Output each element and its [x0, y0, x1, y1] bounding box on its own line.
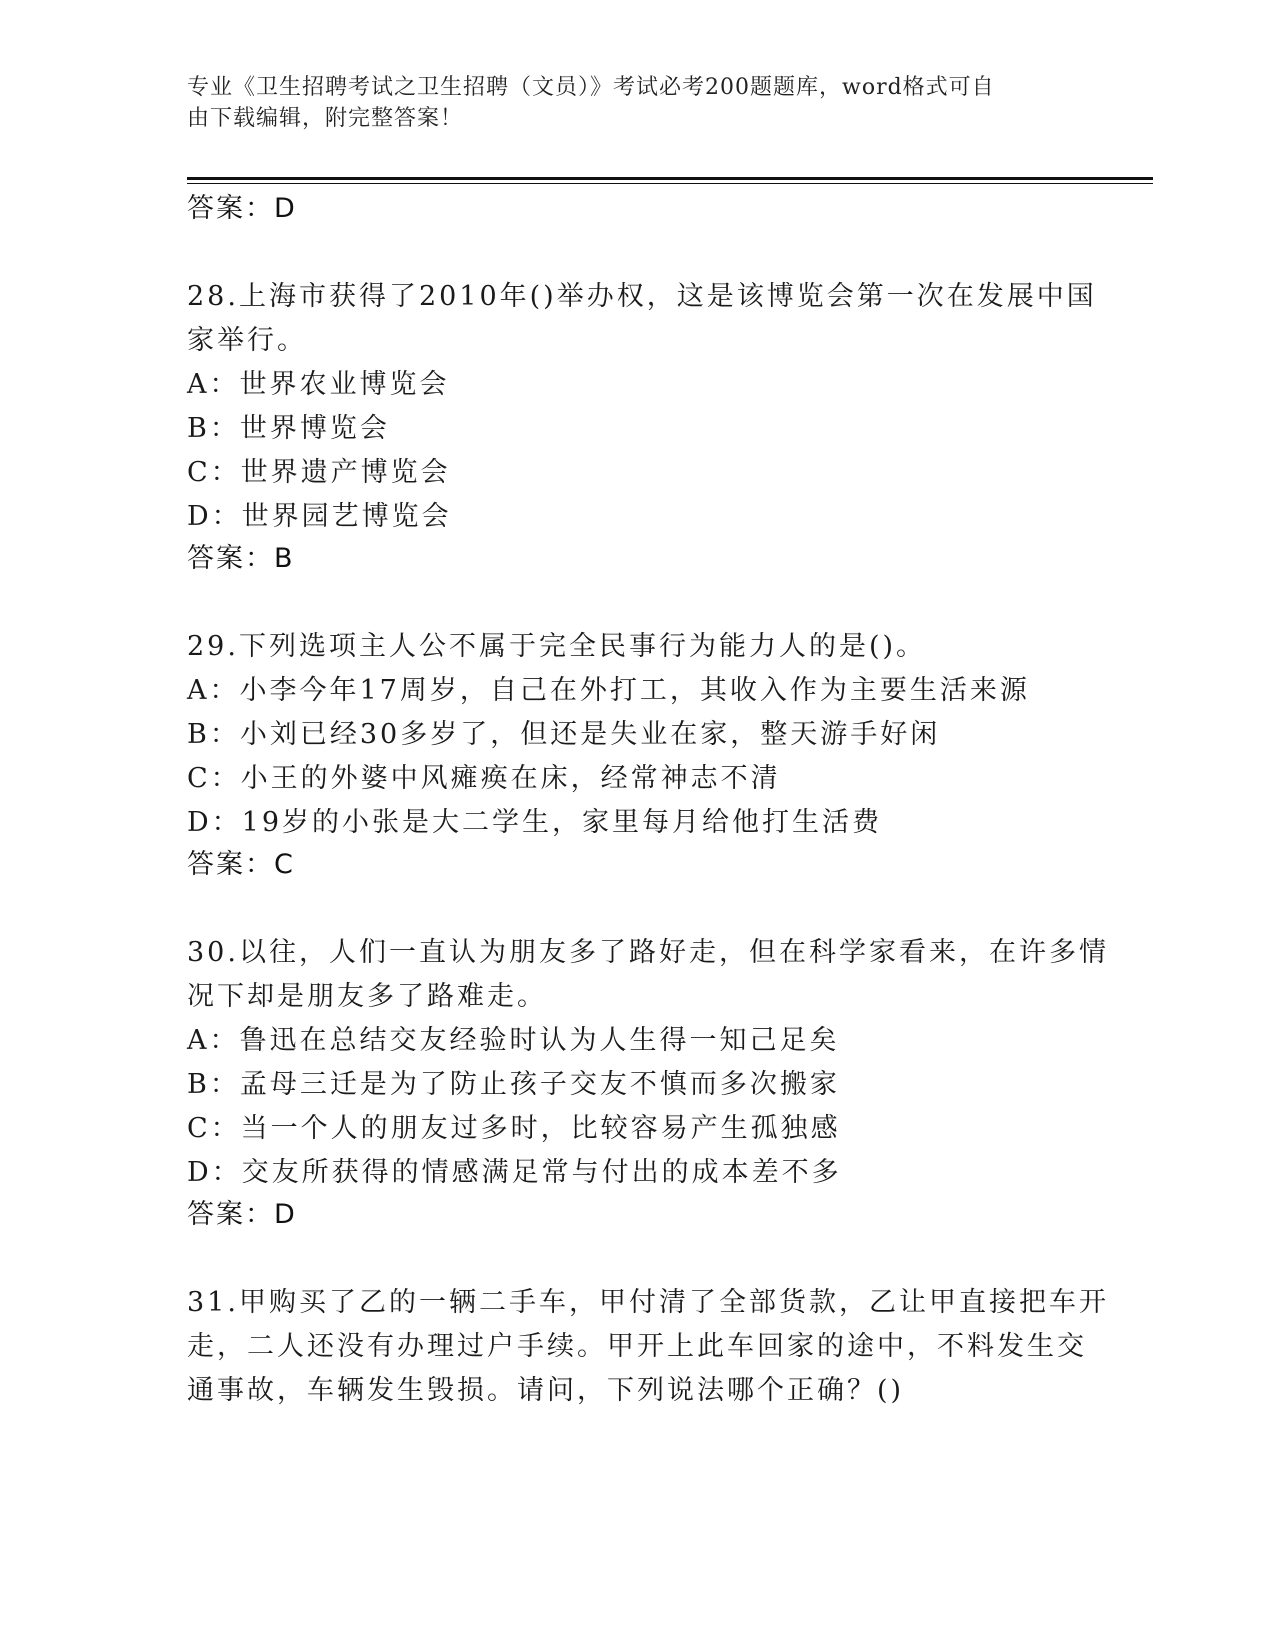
option-d: D：交友所获得的情感满足常与付出的成本差不多 [187, 1157, 842, 1188]
option-c: C：世界遗产博览会 [187, 457, 451, 488]
option-a: A：小李今年17周岁，自己在外打工，其收入作为主要生活来源 [187, 675, 1030, 706]
question-stem-line: 况下却是朋友多了路难走。 [187, 981, 547, 1012]
option-c: C：小王的外婆中风瘫痪在床，经常神志不清 [187, 763, 781, 794]
answer-line: 答案：C [187, 849, 295, 880]
question-stem-line: 通事故，车辆发生毁损。请问，下列说法哪个正确？() [187, 1375, 905, 1406]
question-stem-line: 29.下列选项主人公不属于完全民事行为能力人的是()。 [187, 631, 927, 662]
answer-line: 答案：B [187, 543, 295, 574]
option-c: C：当一个人的朋友过多时，比较容易产生孤独感 [187, 1113, 841, 1144]
option-b: B：小刘已经30多岁了，但还是失业在家，整天游手好闲 [187, 719, 941, 750]
header-divider-thick [187, 177, 1153, 180]
answer-line: 答案：D [187, 1199, 297, 1230]
header-line-2: 由下载编辑，附完整答案！ [187, 106, 464, 131]
option-d: D：19岁的小张是大二学生，家里每月给他打生活费 [187, 807, 883, 838]
option-b: B：孟母三迁是为了防止孩子交友不慎而多次搬家 [187, 1069, 840, 1100]
question-stem-line: 31.甲购买了乙的一辆二手车，甲付清了全部货款，乙让甲直接把车开 [187, 1287, 1109, 1318]
header-line-1: 专业《卫生招聘考试之卫生招聘（文员）》考试必考200题题库，word格式可自 [187, 75, 995, 100]
option-a: A：鲁迅在总结交友经验时认为人生得一知己足矣 [187, 1025, 840, 1056]
question-stem-line: 走，二人还没有办理过户手续。甲开上此车回家的途中，不料发生交 [187, 1331, 1087, 1362]
header-divider-thin [187, 183, 1153, 184]
question-stem-line: 28.上海市获得了2010年()举办权，这是该博览会第一次在发展中国 [187, 281, 1097, 312]
option-b: B：世界博览会 [187, 413, 390, 444]
document-header [187, 72, 1067, 134]
question-stem-line: 30.以往，人们一直认为朋友多了路好走，但在科学家看来，在许多情 [187, 937, 1109, 968]
option-d: D：世界园艺博览会 [187, 501, 452, 532]
answer-line: 答案：D [187, 193, 297, 224]
question-stem-line: 家举行。 [187, 325, 307, 356]
option-a: A：世界农业博览会 [187, 369, 450, 400]
